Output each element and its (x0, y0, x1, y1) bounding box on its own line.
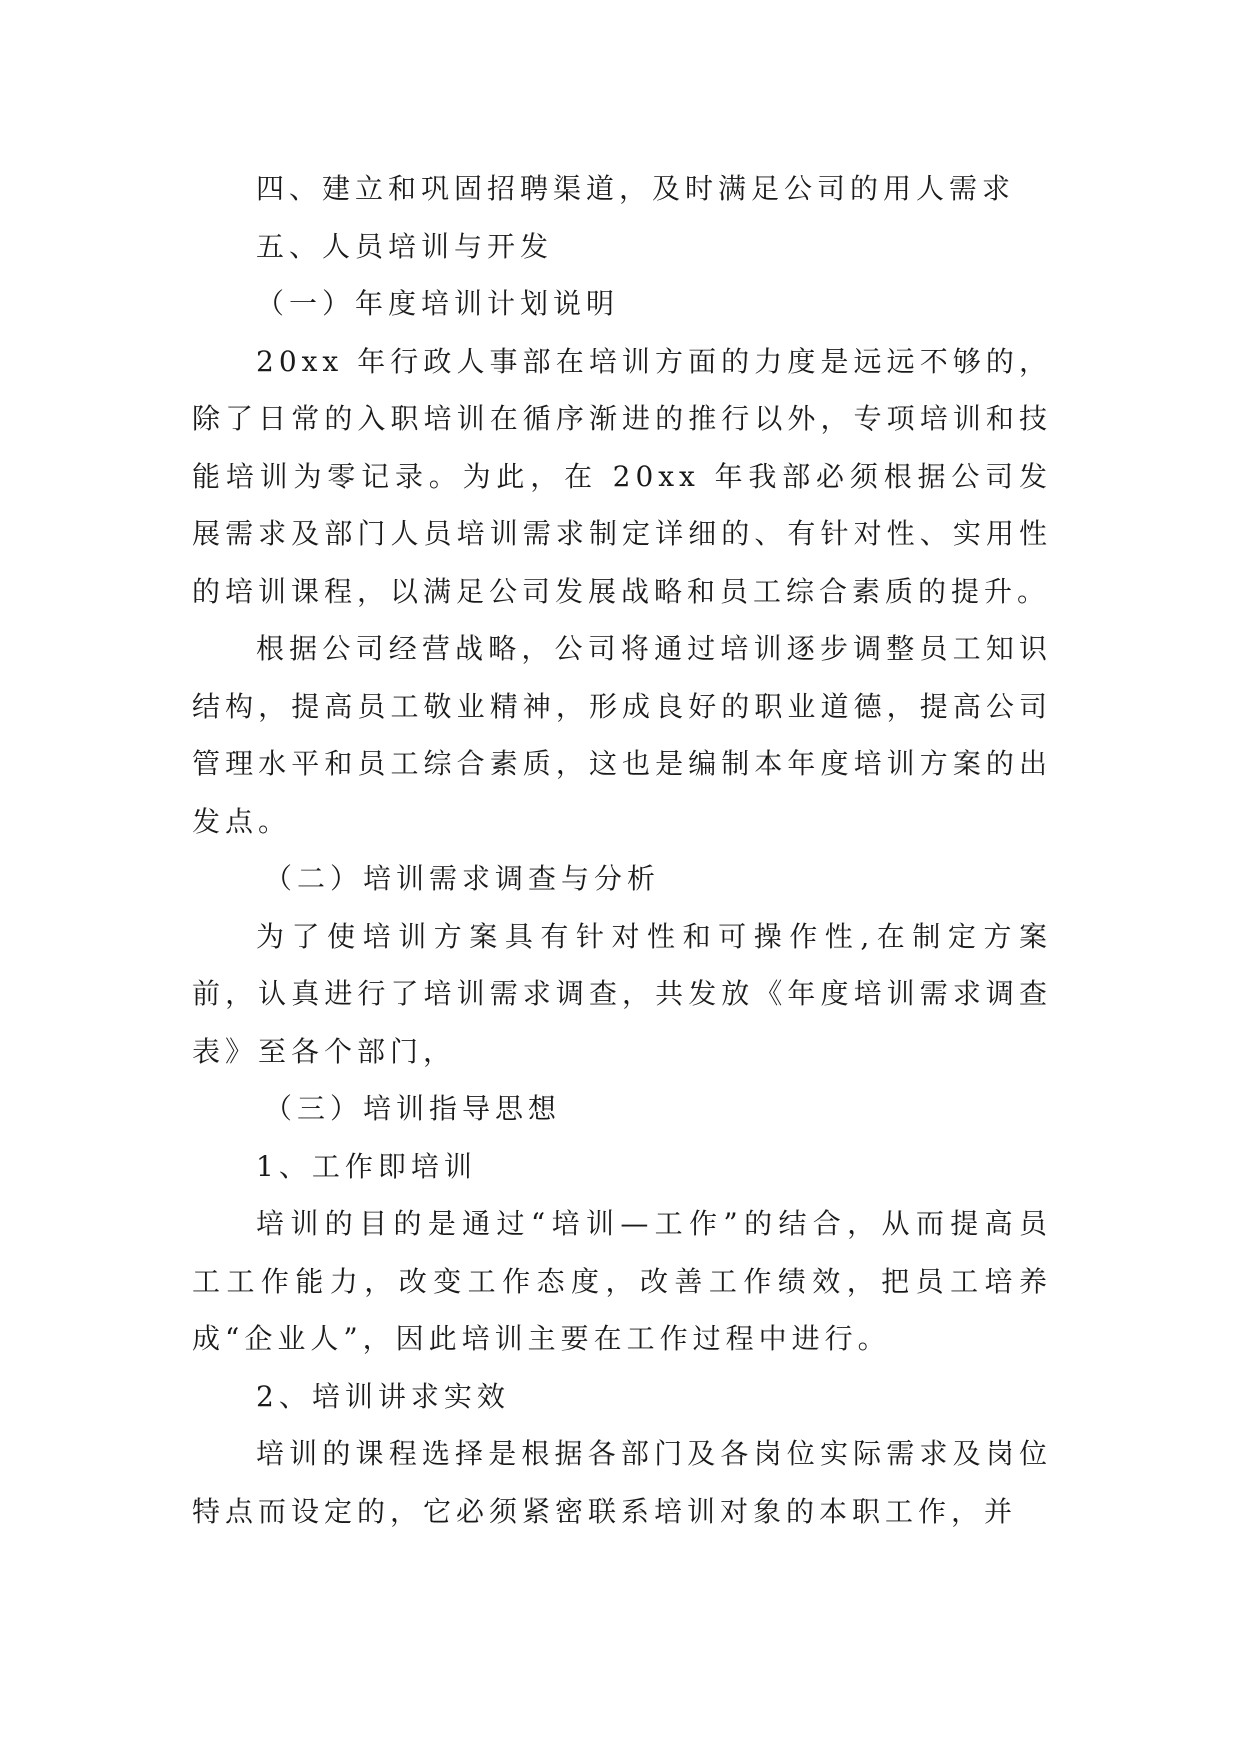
paragraph-recruitment-channels: 四、建立和巩固招聘渠道，及时满足公司的用人需求 (256, 172, 1016, 205)
paragraph-needs-survey: 为了使培训方案具有针对性和可操作性,在制定方案前，认真进行了培训需求调查，共发放《年度培训需求调查表》至各个部门， (192, 919, 1052, 1068)
paragraph-training-intensity: 20xx 年行政人事部在培训方面的力度是远远不够的，除了日常的入职培训在循序渐进的推行以外，专项培训和技能培训为零记录。为此，在 20xx 年我部必须根据公司发展需求及部门人员培训需求制定详细的、有针对性、实用性的培训课程，以满足公司发展战略和员工综合素质的提升。 (192, 344, 1052, 608)
heading-needs-survey: （二）培训需求调查与分析 (264, 862, 661, 895)
paragraph-business-strategy: 根据公司经营战略，公司将通过培训逐步调整员工知识结构，提高员工敬业精神，形成良好的职业道德，提高公司管理水平和员工综合素质，这也是编制本年度培训方案的出发点。 (192, 632, 1052, 838)
heading-practical-results: 2、培训讲求实效 (256, 1379, 510, 1413)
heading-annual-training-plan: （一）年度培训计划说明 (256, 287, 620, 320)
heading-guiding-principles: （三）培训指导思想 (264, 1092, 562, 1125)
paragraph-training-purpose: 培训的目的是通过“培训—工作”的结合，从而提高员工工作能力，改变工作态度，改善工作绩效，把员工培养成“企业人”，因此培训主要在工作过程中进行。 (192, 1207, 1052, 1355)
paragraph-course-selection: 培训的课程选择是根据各部门及各岗位实际需求及岗位特点而设定的，它必须紧密联系培训对象的本职工作，并 (192, 1437, 1052, 1528)
heading-training-development: 五、人员培训与开发 (256, 229, 554, 263)
heading-work-is-training: 1、工作即培训 (256, 1149, 477, 1183)
document-body (192, 160, 1052, 1540)
